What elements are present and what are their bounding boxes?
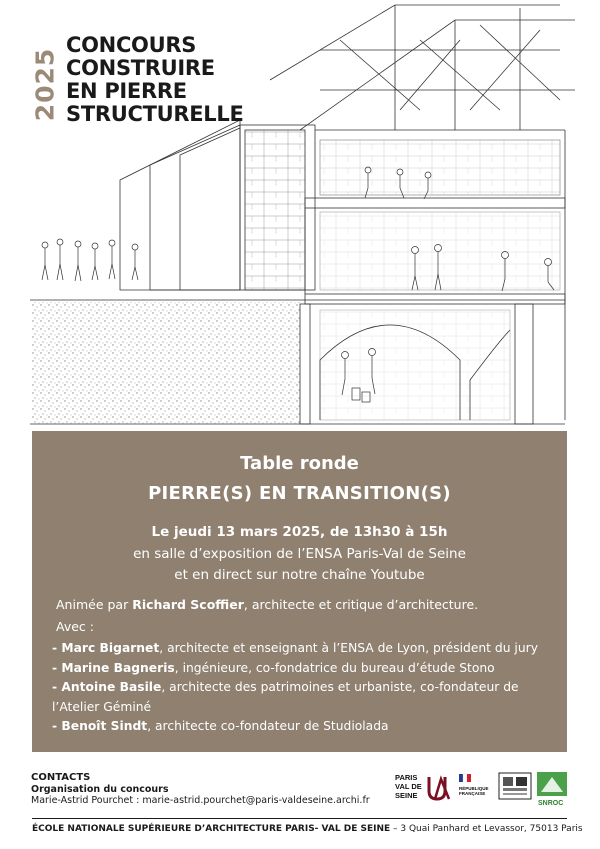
svg-text:SEINE: SEINE <box>395 791 418 800</box>
guest-item: - Marine Bagneris, ingénieure, co-fondatrice du bureau d’étude Stono <box>52 660 495 675</box>
title-line: EN PIERRE <box>66 79 187 103</box>
guest-item: - Antoine Basile, architecte des patrimoines et urbaniste, co-fondateur de <box>52 680 519 694</box>
contacts-block <box>31 772 370 807</box>
event-location: en salle d’exposition de l’ENSA Paris-Val de Seine <box>133 546 466 562</box>
title-line: CONCOURS <box>66 33 197 57</box>
host-name: Richard Scoffier <box>132 597 244 612</box>
event-panel <box>32 431 567 752</box>
event-kicker: Table ronde <box>240 453 359 474</box>
partner-logos <box>395 770 570 808</box>
guest-list <box>52 639 557 737</box>
contacts-person[interactable]: Marie-Astrid Pourchet : marie-astrid.pourchet@paris-valdeseine.archi.fr <box>31 795 370 806</box>
svg-text:SNROC: SNROC <box>538 800 564 807</box>
school-name: ÉCOLE NATIONALE SUPÉRIEURE D’ARCHITECTURE PARIS- VAL DE SEINE <box>32 824 391 834</box>
school-address: – 3 Quai Panhard et Levassor, 75013 Paris <box>390 824 583 834</box>
republique-francaise-logo <box>459 774 489 796</box>
svg-text:PARIS: PARIS <box>395 773 418 782</box>
event-headline: PIERRE(S) EN TRANSITION(S) <box>148 483 451 504</box>
event-host: Animée par Richard Scoffier, architecte et critique d’architecture. <box>56 597 479 612</box>
paris-val-de-seine-logo <box>395 773 422 800</box>
guest-item: - Marc Bigarnet, architecte et enseignant à l’ENSA de Lyon, président du jury <box>52 641 538 655</box>
footer-divider <box>32 818 567 819</box>
ua-logo <box>425 773 453 801</box>
svg-text:FRANÇAISE: FRANÇAISE <box>459 791 486 796</box>
contacts-org: Organisation du concours <box>31 783 169 795</box>
contacts-heading: CONTACTS <box>31 772 91 783</box>
guest-item: l’Atelier Géminé <box>52 699 152 714</box>
pierre-bourgogne-logo <box>499 773 531 799</box>
event-date: Le jeudi 13 mars 2025, de 13h30 à 15h <box>151 524 448 540</box>
poster-title <box>66 34 243 126</box>
year-label: 2025 <box>30 47 60 121</box>
guests-label: Avec : <box>56 619 94 634</box>
event-stream: et en direct sur notre chaîne Youtube <box>174 567 425 583</box>
svg-text:VAL DE: VAL DE <box>395 782 422 791</box>
svg-text:RÉPUBLIQUE: RÉPUBLIQUE <box>459 786 489 791</box>
guest-item: - Benoît Sindt, architecte co-fondateur de Studiolada <box>52 719 389 733</box>
snroc-logo <box>537 772 567 807</box>
title-line: CONSTRUIRE <box>66 56 215 80</box>
school-footer <box>32 824 583 834</box>
title-line: STRUCTURELLE <box>66 102 244 126</box>
